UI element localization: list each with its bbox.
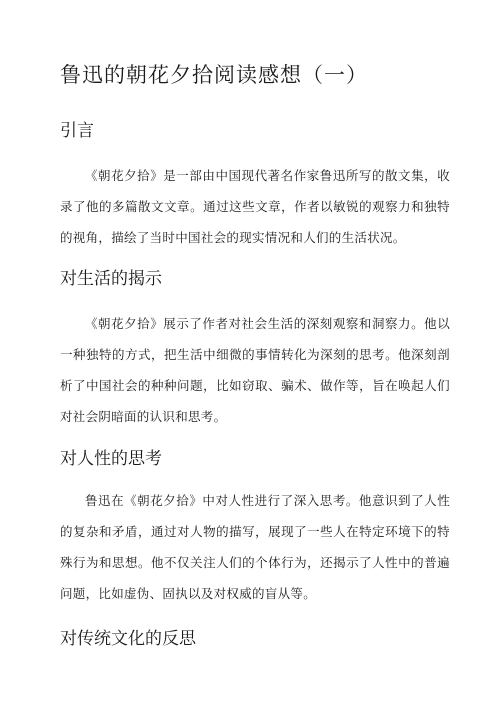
document-title: 鲁迅的朝花夕拾阅读感想（一） [60,63,368,87]
section-heading-human-nature: 对人性的思考 [60,449,162,469]
section-heading-introduction: 引言 [60,121,94,141]
section-heading-life: 对生活的揭示 [60,269,162,289]
section-paragraph-life: 《朝花夕拾》展示了作者对社会生活的深刻观察和洞察力。他以一种独特的方式，把生活中细微的事情转化为深刻的思考。他深刻剖析了中国社会的种种问题，比如窃取、骗术、做作等，旨在唤起人们对社会阴暗面的认识和思考。 [60,316,450,424]
section-paragraph-introduction: 《朝花夕拾》是一部由中国现代著名作家鲁迅所写的散文集，收录了他的多篇散文文章。通过这些文章，作者以敏锐的观察力和独特的视角，描绘了当时中国社会的现实情况和人们的生活状况。 [60,168,450,245]
section-paragraph-human-nature: 鲁迅在《朝花夕拾》中对人性进行了深入思考。他意识到了人性的复杂和矛盾，通过对人物的描写，展现了一些人在特定环境下的特殊行为和思想。他不仅关注人们的个体行为，还揭示了人性中的普遍问题，比如虚伪、固执以及对权威的盲从等。 [60,493,450,601]
section-heading-traditional-culture: 对传统文化的反思 [60,629,196,649]
